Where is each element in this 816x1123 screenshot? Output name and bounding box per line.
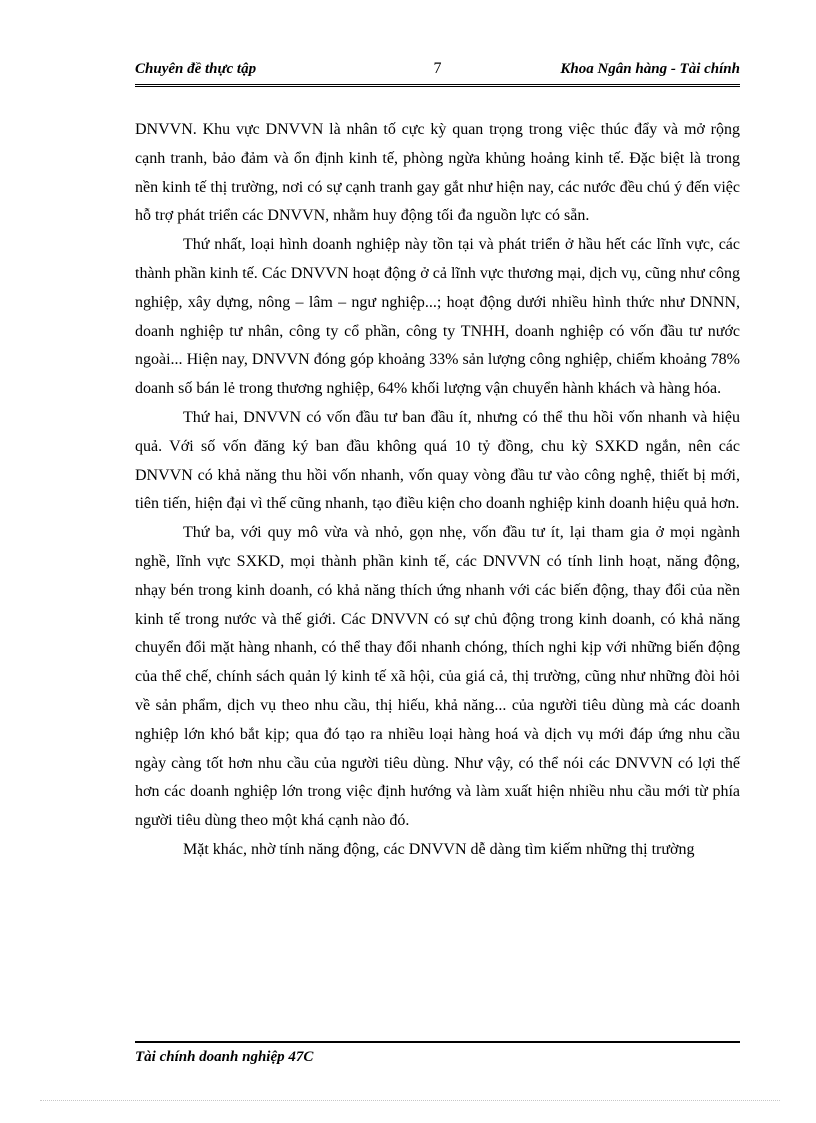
paragraph-moreover: Mặt khác, nhờ tính năng động, các DNVVN dễ dàng tìm kiếm những thị trường xyxy=(183,840,695,858)
page-footer xyxy=(135,1041,740,1066)
header-report-title: Chuyên đề thực tập xyxy=(135,61,257,77)
paragraph-second-point: Thứ hai, DNVVN có vốn đầu tư ban đầu ít, nhưng có thể thu hồi vốn nhanh và hiệu quả. Với số vốn đăng ký ban đầu không quá 10 tỷ đồng, chu kỳ SXKD ngắn, nên các DNVVN có khả năng thu hồi vốn nhanh, vốn quay vòng đầu tư vào công nghệ, thiết bị mới, tiên tiến, hiện đại vì thế cũng nhanh, tạo điều kiện cho doanh nghiệp kinh doanh hiệu quả hơn. xyxy=(135,408,740,513)
paragraph-first-point: Thứ nhất, loại hình doanh nghiệp này tồn tại và phát triển ở hầu hết các lĩnh vực, các thành phần kinh tế. Các DNVVN hoạt động ở cả lĩnh vực thương mại, dịch vụ, cũng như công nghiệp, xây dựng, nông – lâm – ngư nghiệp...; hoạt động dưới nhiều hình thức như DNNN, doanh nghiệp tư nhân, công ty cổ phần, công ty TNHH, doanh nghiệp có vốn đầu tư nước ngoài... Hiện nay, DNVVN đóng góp khoảng 33% sản lượng công nghiệp, chiếm khoảng 78% doanh số bán lẻ trong thương nghiệp, 64% khối lượng vận chuyển hành khách và hàng hóa. xyxy=(135,236,740,398)
page-header xyxy=(135,58,740,87)
paragraph-third-point: Thứ ba, với quy mô vừa và nhỏ, gọn nhẹ, vốn đầu tư ít, lại tham gia ở mọi ngành nghề, lĩnh vực SXKD, mọi thành phần kinh tế, các DNVVN có tính linh hoạt, năng động, nhạy bén trong kinh doanh, có khả năng thích ứng nhanh với các biến động, thay đổi của nền kinh tế trong nước và thế giới. Các DNVVN có sự chủ động trong kinh doanh, có khả năng chuyển đổi mặt hàng nhanh, có thể thay đổi nhanh chóng, thích nghi kịp với những biến động của thể chế, chính sách quản lý kinh tế xã hội, của giá cả, thị trường, cũng như những đòi hỏi về sản phẩm, dịch vụ theo nhu cầu, thị hiếu, khả năng... của người tiêu dùng mà các doanh nghiệp lớn khó bắt kịp; qua đó tạo ra nhiều loại hàng hoá và dịch vụ mới đáp ứng nhu cầu ngày càng tốt hơn nhu cầu của người tiêu dùng. Như vậy, có thể nói các DNVVN có lợi thế hơn các doanh nghiệp lớn trong việc định hướng và làm xuất hiện nhiều nhu cầu mới từ phía người tiêu dùng theo một khá cạnh nào đó. xyxy=(135,524,740,830)
paragraph-continuation: DNVVN. Khu vực DNVVN là nhân tố cực kỳ quan trọng trong việc thúc đẩy và mở rộng cạnh tranh, bảo đảm và ổn định kinh tế, phòng ngừa khủng hoảng kinh tế. Đặc biệt là trong nền kinh tế thị trường, nơi có sự cạnh tranh gay gắt như hiện nay, các nước đều chú ý đến việc hỗ trợ phát triển các DNVVN, nhằm huy động tối đa nguồn lực có sẵn. xyxy=(135,121,740,225)
page-number: 7 xyxy=(433,60,442,77)
page-break-divider xyxy=(40,1100,780,1101)
document-body xyxy=(135,116,740,865)
footer-text: Tài chính doanh nghiệp 47C xyxy=(135,1049,314,1065)
header-department: Khoa Ngân hàng - Tài chính xyxy=(560,61,740,77)
